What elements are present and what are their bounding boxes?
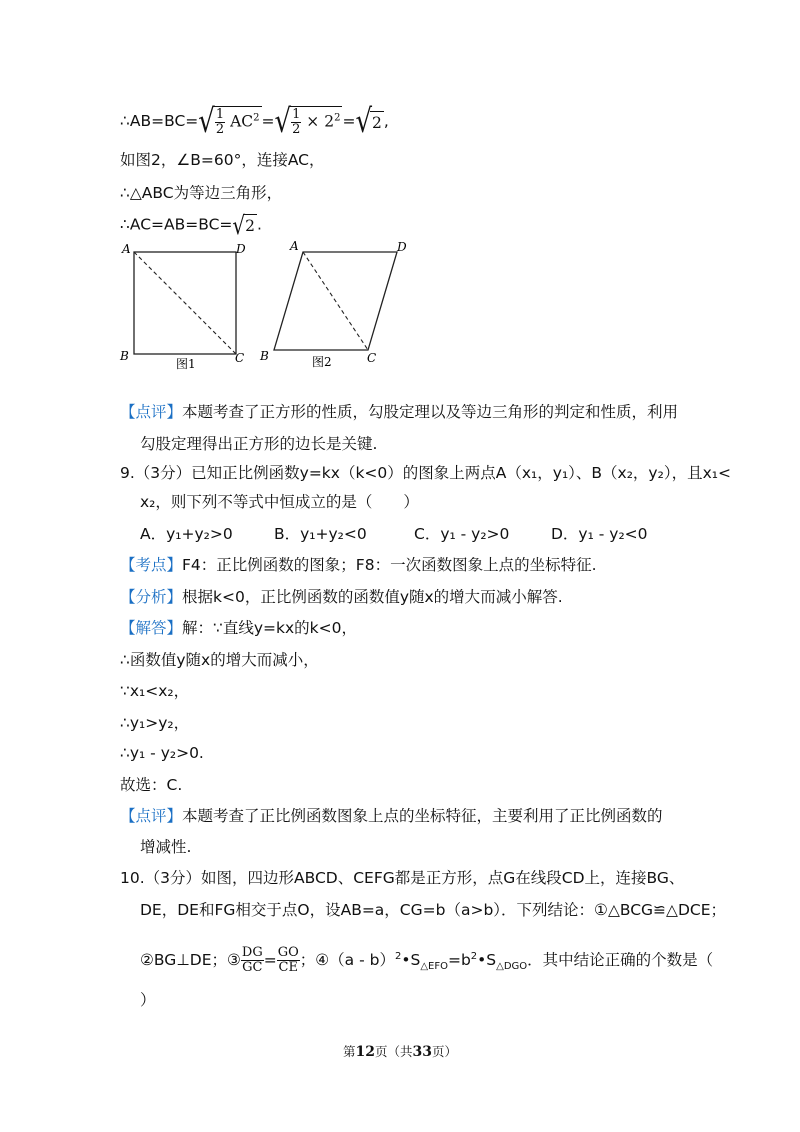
q10-stem-line-2: DE，DE和FG相交于点O，设AB=a，CG=b（a>b）．下列结论：①△BCG≌△DCE； bbox=[140, 901, 727, 919]
q9-fenxi bbox=[120, 587, 563, 607]
footer-pre: 第 bbox=[342, 1044, 356, 1059]
tag-dianping: 【点评】 bbox=[120, 403, 183, 421]
label-B: B bbox=[120, 349, 129, 363]
fraction-half-2 bbox=[291, 108, 301, 137]
q10-l3-e: •S bbox=[477, 951, 497, 969]
label-A-2: A bbox=[290, 239, 299, 253]
frac-num-2: 1 bbox=[292, 107, 301, 122]
q9-stem-line-2: x₂，则下列不等式中恒成立的是（ ） bbox=[140, 493, 419, 511]
frac-gc: GC bbox=[242, 960, 263, 975]
text-period: . bbox=[257, 215, 262, 234]
tag-kaodian: 【考点】 bbox=[120, 556, 183, 574]
footer-total-pages: 33 bbox=[412, 1044, 432, 1060]
q9-option-b: B．y₁+y₂<0 bbox=[274, 525, 367, 543]
q10-stem-line-4: ） bbox=[140, 991, 156, 1009]
label-B-2: B bbox=[260, 349, 269, 363]
radicand-4: 2 bbox=[243, 214, 257, 236]
label-C: C bbox=[235, 351, 245, 365]
text-ac-ab-bc: ∴AC=AB=BC= bbox=[120, 215, 233, 234]
sqrt-sign: √ bbox=[198, 102, 215, 141]
q9-kaodian bbox=[120, 555, 597, 575]
footer-post: 页） bbox=[431, 1044, 457, 1059]
solution-line-3: ∴△ABC为等边三角形， bbox=[120, 184, 283, 202]
page-footer bbox=[0, 1042, 800, 1060]
fenxi-text: 根据k<0，正比例函数的函数值y随x的增大而减小解答. bbox=[182, 588, 563, 606]
q10-l3-d: =b bbox=[447, 951, 471, 969]
q10-sup-2: 2 bbox=[394, 950, 402, 962]
diagonal-ac-dashed bbox=[134, 252, 236, 354]
diagonal-ac-dashed-2 bbox=[303, 252, 368, 350]
frac-dg: DG bbox=[241, 945, 263, 960]
solution-line-2: 如图2，∠B=60°，连接AC， bbox=[120, 151, 325, 169]
sqrt-sign-4: √ bbox=[232, 210, 246, 240]
text-times: × 2 bbox=[306, 112, 335, 131]
q10-stem-line-1: 10.（3分）如图，四边形ABCD、CEFG都是正方形，点G在线段CD上，连接BG、 bbox=[120, 869, 685, 887]
q9-step-2: ∵x₁<x₂， bbox=[120, 682, 190, 700]
comment-8-line-2: 勾股定理得出正方形的边长是关键. bbox=[140, 435, 378, 453]
sqrt-sign-3: √ bbox=[355, 102, 373, 141]
footer-page-number: 12 bbox=[355, 1044, 375, 1060]
footer-mid: 页（共 bbox=[374, 1044, 413, 1059]
fraction-half bbox=[215, 108, 225, 137]
q10-l3-b: ；④（a - b） bbox=[299, 951, 395, 969]
label-D-2: D bbox=[397, 240, 407, 254]
kaodian-text: F4：正比例函数的图象；F8：一次函数图象上点的坐标特征. bbox=[182, 556, 597, 574]
q9-option-d: D．y₁ - y₂<0 bbox=[551, 525, 648, 543]
q9-jieda bbox=[120, 618, 357, 638]
q10-sup-b2: 2 bbox=[470, 950, 478, 962]
radicand-1: $\frac{1}{2}$ $AC^2$ bbox=[213, 106, 262, 137]
radicand-3: 2 bbox=[370, 111, 384, 133]
solution-line-ab-bc: ∴AB=BC=√ $\frac{1}{2}$ $AC^2$ =√ $\frac{1}{2}$ × $2^2 =√2$ , bbox=[120, 102, 389, 141]
comment-8-text-1: 本题考查了正方形的性质，勾股定理以及等边三角形的判定和性质，利用 bbox=[182, 403, 679, 421]
frac-go: GO bbox=[277, 945, 299, 960]
text-ac: AC bbox=[230, 112, 254, 131]
dianping-9-text-1: 本题考查了正比例函数图象上点的坐标特征，主要利用了正比例函数的 bbox=[182, 807, 663, 825]
fraction-go-ce bbox=[277, 946, 300, 975]
q10-eq: = bbox=[263, 951, 277, 969]
q10-l3-f: ．其中结论正确的个数是（ bbox=[527, 951, 714, 969]
comment-8-line-1 bbox=[120, 402, 678, 422]
q9-stem-line-1: 9.（3分）已知正比例函数y=kx（k<0）的图象上两点A（x₁，y₁）、B（x₂，y₂），且x₁< bbox=[120, 464, 731, 482]
q9-step-4: ∴y₁ - y₂>0. bbox=[120, 744, 204, 762]
caption-fig1: 图1 bbox=[176, 357, 196, 371]
q9-dianping-line-1 bbox=[120, 806, 663, 826]
frac-den: 2 bbox=[215, 122, 225, 137]
tag-dianping-9: 【点评】 bbox=[120, 807, 183, 825]
frac-den-2: 2 bbox=[292, 122, 301, 137]
q10-sub-efo: △EFO bbox=[420, 961, 448, 973]
tag-fenxi: 【分析】 bbox=[120, 588, 183, 606]
q9-answer: 故选：C. bbox=[120, 776, 183, 794]
label-A: A bbox=[122, 242, 131, 256]
text-ab-bc: ∴AB=BC= bbox=[120, 112, 199, 130]
q10-l3-a: ②BG⊥DE；③ bbox=[140, 951, 241, 969]
q10-stem-line-3 bbox=[140, 946, 713, 977]
figure-2-rhombus bbox=[259, 239, 407, 369]
label-C-2: C bbox=[367, 351, 377, 365]
fraction-dg-gc bbox=[241, 946, 264, 975]
radicand-2: $\frac{1}{2}$ × $2^2$ bbox=[289, 106, 342, 137]
label-D: D bbox=[236, 242, 246, 256]
q10-sub-dgo: △DGO bbox=[496, 961, 528, 973]
frac-num: 1 bbox=[215, 107, 225, 122]
sqrt-sign-2: √ bbox=[274, 102, 292, 141]
solution-line-4 bbox=[120, 210, 262, 240]
figure-1-square bbox=[119, 242, 246, 371]
frac-ce: CE bbox=[278, 960, 298, 975]
jieda-text: 解：∵直线y=kx的k<0， bbox=[182, 619, 358, 637]
q9-step-3: ∴y₁>y₂， bbox=[120, 714, 190, 732]
q9-option-c: C．y₁ - y₂>0 bbox=[414, 525, 510, 543]
q9-dianping-line-2: 增减性. bbox=[140, 838, 192, 856]
q10-l3-c: •S bbox=[401, 951, 421, 969]
q9-option-a: A．y₁+y₂>0 bbox=[140, 525, 233, 543]
q9-step-1: ∴函数值y随x的增大而减小， bbox=[120, 651, 319, 669]
figures-square-rhombus bbox=[110, 238, 410, 378]
caption-fig2: 图2 bbox=[312, 355, 332, 369]
text-eq: = bbox=[261, 112, 275, 130]
tag-jieda: 【解答】 bbox=[120, 619, 183, 637]
